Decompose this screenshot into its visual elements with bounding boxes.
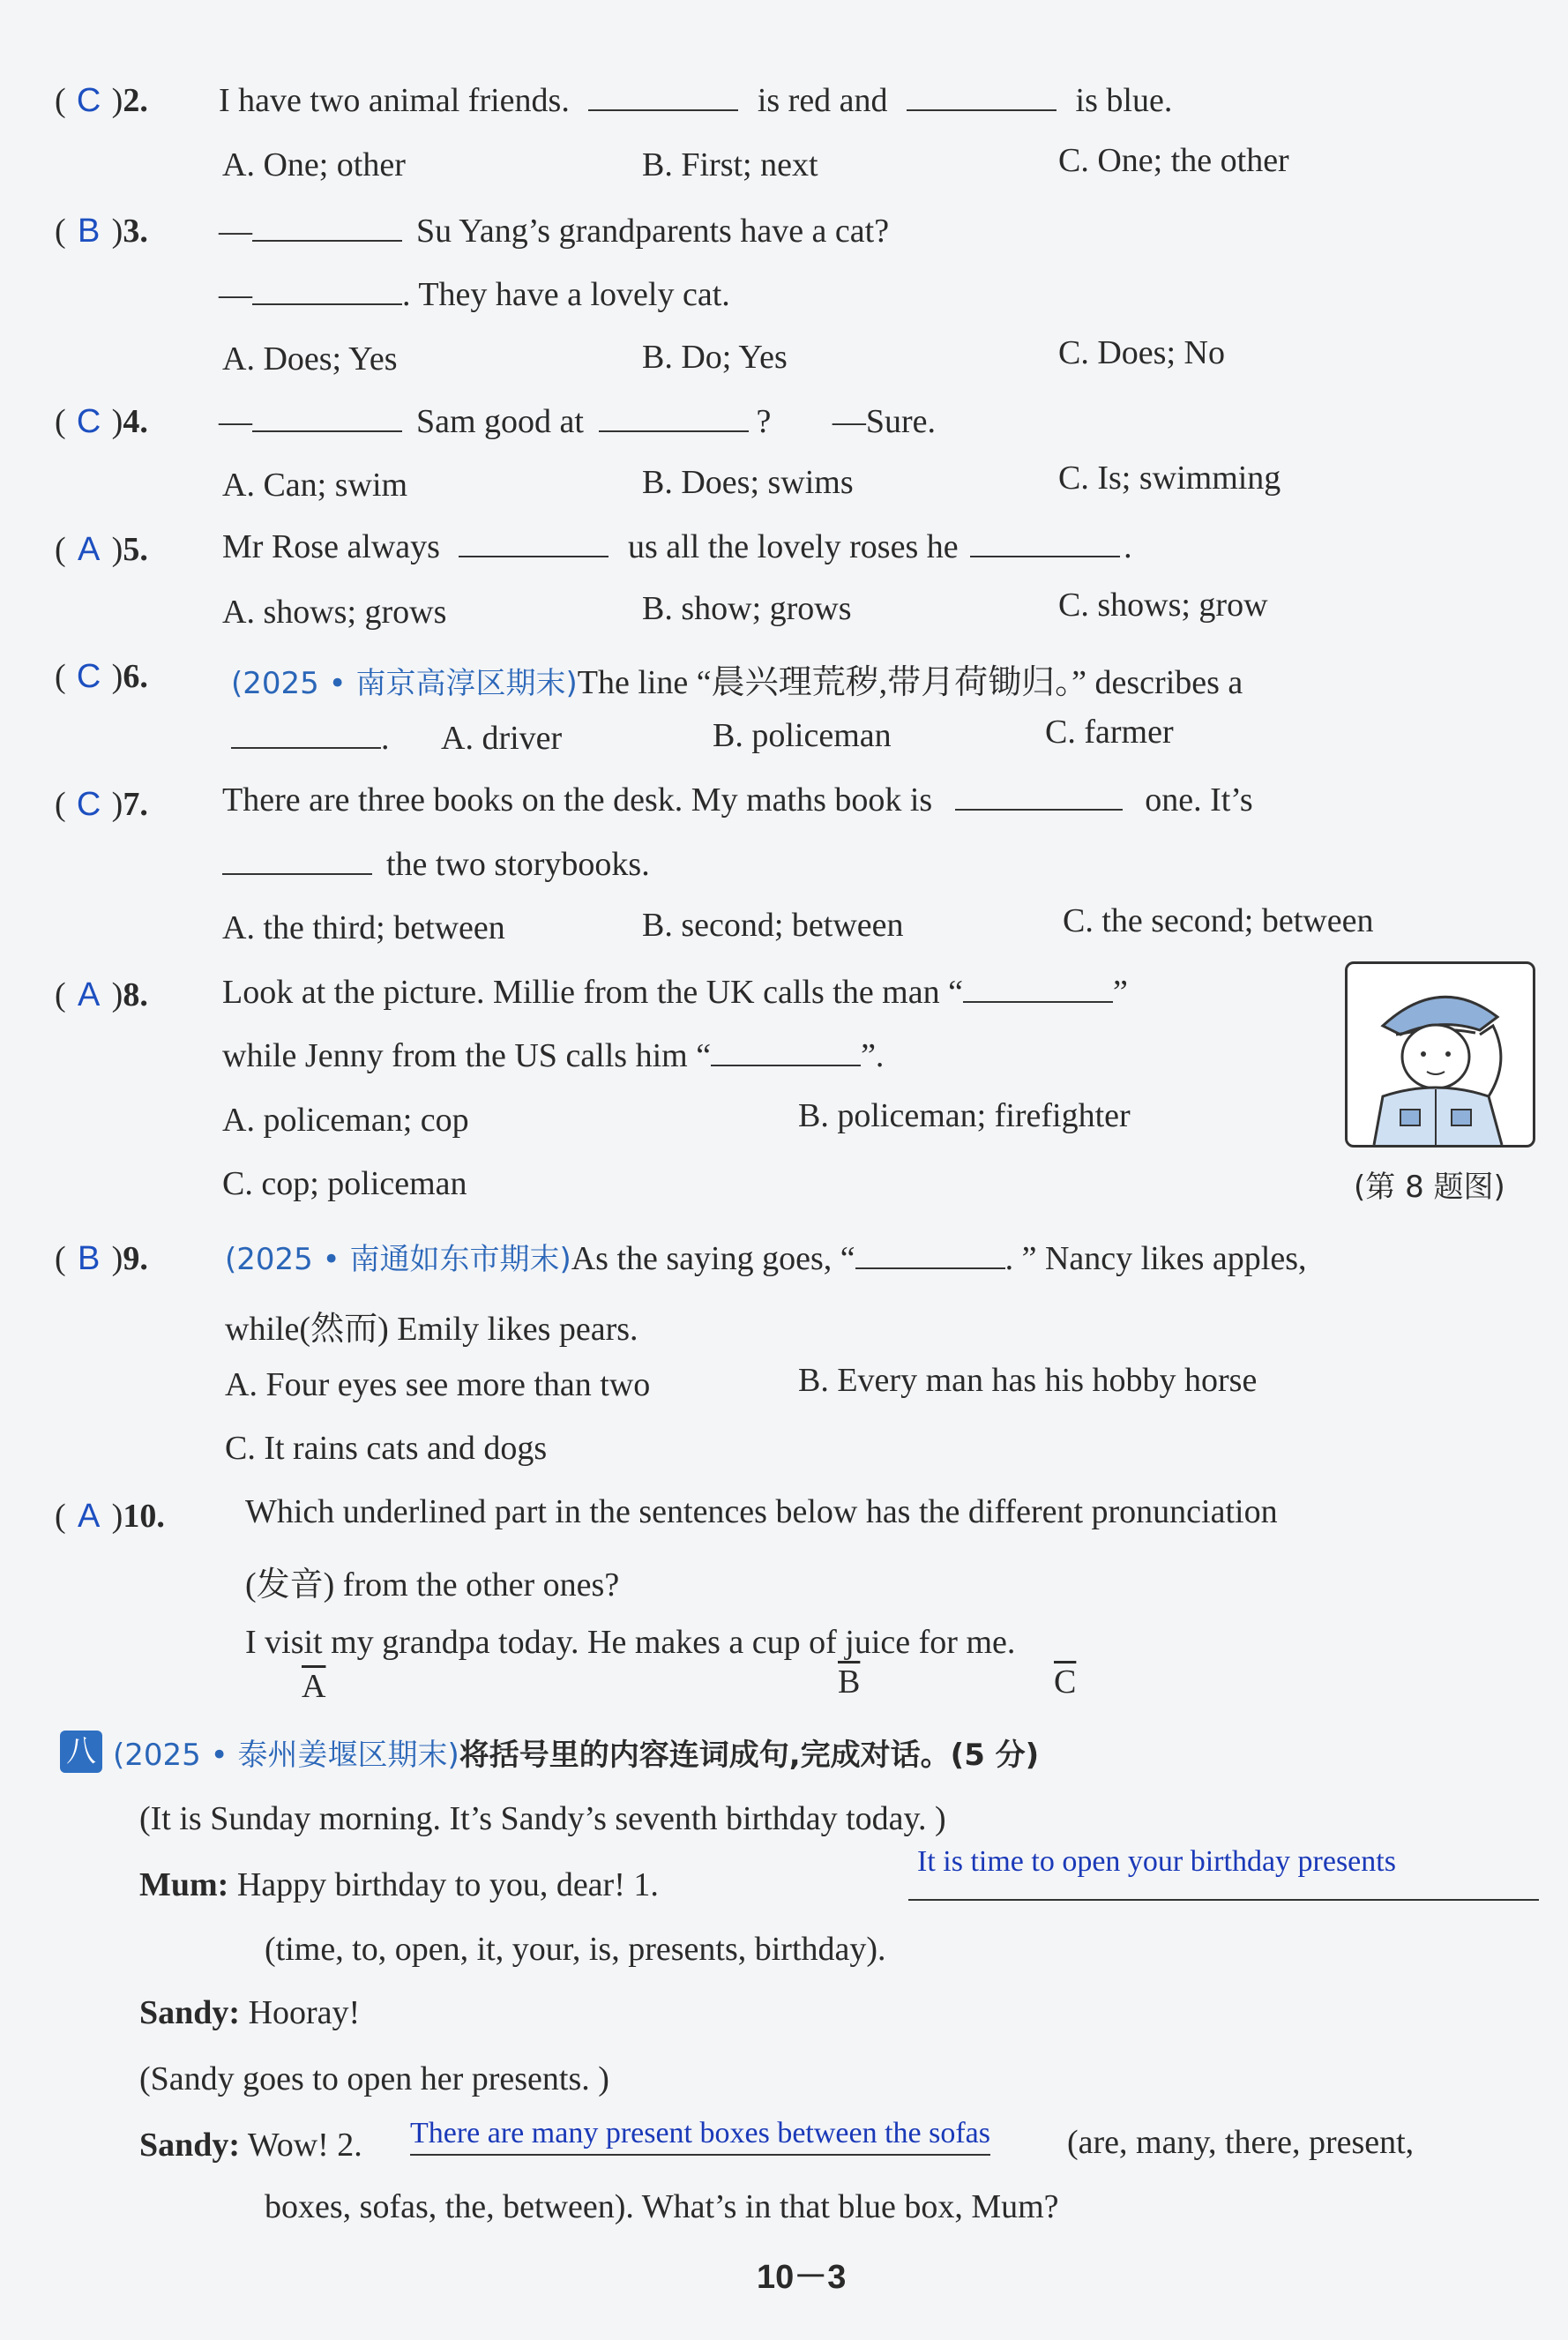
- question-8: ( A )8.: [55, 976, 148, 1013]
- option-a: A. Four eyes see more than two: [225, 1366, 651, 1403]
- option-b: B. second; between: [642, 907, 904, 944]
- question-5: ( A )5.: [55, 531, 148, 568]
- answer-mark: C: [76, 786, 101, 823]
- question-text: [219, 212, 889, 250]
- option-b: B. First; next: [642, 146, 818, 183]
- answer-mark: C: [76, 82, 101, 119]
- text: As the saying goes, “: [571, 1240, 855, 1277]
- text: us all the lovely roses he: [627, 528, 959, 565]
- letter-c: $\overline{C}$: [1054, 1663, 1077, 1701]
- question-number: 4.: [123, 403, 148, 440]
- answer-blank: [252, 277, 402, 305]
- dialogue-sandy-2: [139, 2126, 362, 2164]
- question-number: 5.: [123, 531, 148, 568]
- question-sentence: I visit my grandpa today. He makes a cup of juice for me.: [245, 1624, 1016, 1661]
- text: —Sure.: [832, 403, 937, 440]
- dialogue-text: Happy birthday to you, dear! 1.: [236, 1866, 659, 1903]
- option-b: B. policeman; firefighter: [798, 1097, 1131, 1134]
- text: The line “晨兴理荒秽,带月荷锄归。” describes a: [577, 664, 1243, 701]
- option-c: C. One; the other: [1058, 142, 1289, 179]
- answer-blank: [252, 404, 402, 432]
- question-text: Which underlined part in the sentences below has the different pronunciation: [245, 1493, 1278, 1530]
- section-number-icon: 八: [60, 1731, 102, 1773]
- question-number: 8.: [123, 976, 148, 1013]
- question-text-line2: [222, 845, 650, 884]
- speaker-label: Sandy:: [139, 2127, 241, 2164]
- policeman-illustration: [1348, 964, 1533, 1145]
- text: ?: [756, 403, 772, 440]
- figure-caption: (第 8 题图): [1354, 1170, 1505, 1205]
- section-heading: [113, 1731, 1039, 1774]
- answer-blank: [599, 404, 749, 432]
- answer-blank: [970, 529, 1120, 557]
- text: one. It’s: [1145, 781, 1253, 819]
- answer-blank: [231, 721, 381, 749]
- question-4: ( C )4.: [55, 403, 148, 440]
- option-c: C. shows; grow: [1058, 587, 1268, 624]
- text: .: [1124, 528, 1132, 565]
- answer-blank: [588, 83, 738, 111]
- option-a: A. policeman; cop: [222, 1102, 469, 1139]
- answer-mark: A: [77, 1498, 101, 1535]
- answer-blank: [459, 529, 609, 557]
- handwritten-answer-2: There are many present boxes between the sofas: [410, 2117, 990, 2156]
- handwritten-answer-1: It is time to open your birthday presents: [917, 1845, 1396, 1878]
- question-number: 7.: [123, 786, 148, 823]
- option-c: C. Does; No: [1058, 334, 1225, 371]
- speaker-label: Sandy:: [139, 1994, 241, 2031]
- option-b: B. Does; swims: [642, 464, 854, 501]
- answer-blank: [711, 1038, 861, 1066]
- answer-blank: [855, 1241, 1005, 1269]
- option-b: B. Do; Yes: [642, 339, 788, 376]
- text: Sam good at: [416, 403, 584, 440]
- question-6: ( C )6.: [55, 658, 148, 695]
- dash: —: [219, 213, 252, 250]
- text: is red and: [757, 82, 888, 119]
- word-list-2-cont: boxes, sofas, the, between). What’s in that blue box, Mum?: [265, 2188, 1059, 2225]
- option-a: A. One; other: [222, 146, 406, 183]
- option-c: C. Is; swimming: [1058, 460, 1281, 497]
- source-tag: (2025 • 泰州姜堰区期末): [113, 1738, 459, 1773]
- text: There are three books on the desk. My maths book is: [222, 781, 933, 819]
- answer-mark: C: [76, 658, 101, 695]
- question-text-line2: (发音) from the other ones?: [245, 1566, 620, 1604]
- letter-b: $\overline{B}$: [838, 1663, 861, 1701]
- question-text: [219, 81, 1172, 120]
- question-number: 10.: [123, 1498, 165, 1535]
- context-text: (Sandy goes to open her presents. ): [139, 2060, 609, 2097]
- source-tag: (2025 • 南通如东市期末): [225, 1242, 571, 1277]
- answer-mark: A: [77, 531, 101, 568]
- question-9: ( B )9.: [55, 1240, 148, 1277]
- answer-blank: [955, 782, 1123, 811]
- question-2: ( C )2.: [55, 82, 148, 119]
- option-c: C. farmer: [1045, 714, 1174, 751]
- answer-mark: A: [77, 976, 101, 1013]
- option-b: B. show; grows: [642, 590, 852, 627]
- answer-mark: B: [77, 1240, 101, 1277]
- text: while Jenny from the US calls him “: [222, 1037, 712, 1074]
- question-text: [225, 1235, 1307, 1278]
- dash: —: [219, 276, 252, 313]
- text: . ” Nancy likes apples,: [1004, 1240, 1307, 1277]
- text: Mr Rose always: [222, 528, 440, 565]
- option-a: A. Does; Yes: [222, 340, 398, 378]
- option-c: C. cop; policeman: [222, 1165, 467, 1202]
- answer-mark: C: [76, 403, 101, 440]
- option-b: B. policeman: [713, 717, 892, 754]
- text: Look at the picture. Millie from the UK calls the man “: [222, 974, 963, 1011]
- answer-blank: [252, 213, 402, 242]
- word-list-1: (time, to, open, it, your, is, presents, birthday).: [265, 1931, 886, 1968]
- answer-blank: [963, 975, 1113, 1003]
- question-number: 6.: [123, 658, 148, 695]
- text: . They have a lovely cat.: [402, 276, 730, 313]
- question-text: [222, 973, 1128, 1012]
- text: is blue.: [1075, 82, 1173, 119]
- option-a: A. the third; between: [222, 909, 505, 946]
- answer-blank: [907, 83, 1057, 111]
- text: Su Yang’s grandparents have a cat?: [416, 213, 890, 250]
- letter-a: $\overline{A}$: [302, 1668, 326, 1705]
- dialogue-sandy: [139, 1993, 360, 2032]
- section-title: 将括号里的内容连词成句,完成对话。(5 分): [459, 1738, 1040, 1773]
- source-tag: (2025 • 南京高淳区期末): [231, 666, 578, 701]
- text: ”: [1112, 974, 1128, 1011]
- option-a: A. Can; swim: [222, 467, 408, 504]
- question-text: [219, 402, 936, 441]
- option-c: C. It rains cats and dogs: [225, 1430, 548, 1467]
- question-text: [222, 527, 1132, 566]
- question-text-line2: .: [231, 719, 390, 758]
- dialogue-text: Hooray!: [248, 1994, 361, 2031]
- question-3: ( B )3.: [55, 213, 148, 250]
- question-text: [222, 781, 1253, 819]
- context-text: (It is Sunday morning. It’s Sandy’s seventh birthday today. ): [139, 1800, 946, 1837]
- question-text-line2: while(然而) Emily likes pears.: [225, 1311, 638, 1348]
- question-number: 3.: [123, 213, 148, 250]
- question-7: ( C )7.: [55, 786, 148, 823]
- speaker-label: Mum:: [139, 1866, 229, 1903]
- text: I have two animal friends.: [219, 82, 570, 119]
- text: ”.: [861, 1037, 885, 1074]
- answer-mark: B: [77, 213, 101, 250]
- dialogue-text: Wow! 2.: [247, 2127, 362, 2164]
- policeman-saluting-picture: [1345, 961, 1535, 1148]
- text: the two storybooks.: [386, 846, 650, 883]
- question-text: [231, 654, 1243, 703]
- option-a: A. shows; grows: [222, 594, 447, 631]
- answer-blank: [222, 847, 372, 875]
- page-number: 10－3: [757, 2259, 847, 2296]
- word-list-2: (are, many, there, present,: [1067, 2124, 1415, 2161]
- dash: —: [219, 403, 252, 440]
- option-b: B. Every man has his hobby horse: [798, 1362, 1258, 1399]
- dialogue-mum: [139, 1865, 659, 1904]
- option-a: A. driver: [441, 720, 563, 757]
- question-number: 9.: [123, 1240, 148, 1277]
- option-c: C. the second; between: [1063, 902, 1374, 939]
- question-10: ( A )10.: [55, 1498, 165, 1535]
- question-number: 2.: [123, 82, 148, 119]
- question-text-line2: [222, 1036, 884, 1075]
- question-text-line2: [219, 275, 730, 314]
